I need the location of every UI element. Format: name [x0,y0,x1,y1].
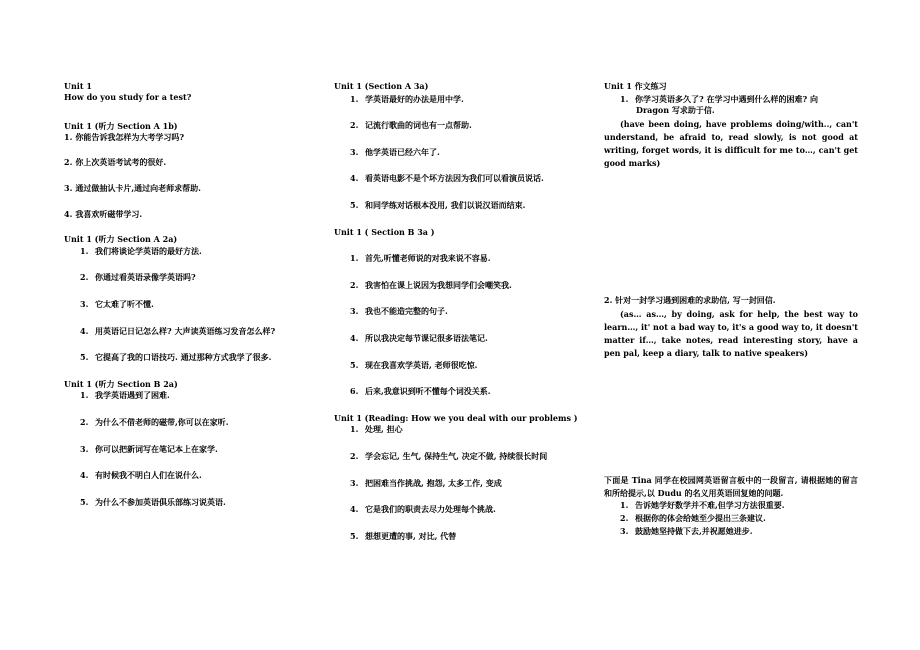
list-item: 5. 它提高了我的口语技巧. 通过那种方式我学了很多. [80,352,272,363]
section-heading: Unit 1 (Section A 3a) [334,81,429,91]
list-item: 1. 处理, 担心 [350,424,403,435]
list-item: 2. 我害怕在课上说因为我想同学们会嘲笑我. [350,279,512,290]
column-2 [334,82,596,541]
list-item: 2. 你通过看英语录像学英语吗? [80,272,196,283]
list-item: 4. 看英语电影不是个坏方法因为我们可以看演员说话. [350,173,544,184]
list-item: 1. 我学英语遇到了困难. [80,390,170,401]
unit-title: Unit 1 [64,81,92,91]
list-item: 3. 你可以把新词写在笔记本上在家学. [80,443,218,454]
list-item: 4. 有时候我不明白人们在说什么. [80,470,202,481]
list-item: 4. 它是我们的职责去尽力处理每个挑战. [350,504,496,515]
list-item: 6. 后来,我意识到听不懂每个词没关系. [350,386,491,397]
list-item: 4. 所以我决定每节课记很多语法笔记. [350,332,488,343]
list-item: 3. 通过做抽认卡片,通过向老师求帮助. [64,182,201,193]
list-item: 1. 你能告诉我怎样为大考学习吗? [64,131,185,142]
list-item: 2. 学会忘记, 生气, 保持生气, 决定不做, 持续很长时间 [350,450,548,461]
list-item: 2. 为什么不借老师的磁带,你可以在家听. [80,416,229,427]
list-item: 2. 根据你的体会给她至少提出三条建议. [620,512,766,523]
list-item: 5. 和同学练对话根本没用, 我们以说汉语而结束. [350,199,526,210]
list-item: 1. 你学习英语多久了? 在学习中遇到什么样的困难? 向 [620,93,818,104]
list-item: 3. 把困难当作挑战, 抱怨, 太多工作, 变成 [350,477,502,488]
section-heading: Unit 1 (听力 Section B 2a) [64,378,178,389]
section-heading: Unit 1 ( Section B 3a ) [334,226,435,237]
hint-paragraph: (have been doing, have problems doing/with.., can't understand, be afraid to, read slowly, is not good at writing, forget words, it is difficult for me to…, can't get good marks) [604,118,858,168]
list-item: 2. 记流行歌曲的词也有一点帮助. [350,120,472,131]
hint-paragraph: (as… as…, by doing, ask for help, the best way to learn…, it' not a bad way to, it's a good way to, it doesn't matter if…, take notes, read interesting story, have a pen pal, keep a diary, talk to native speakers) [604,309,858,359]
list-item: 1. 首先,听懂老师说的对我来说不容易. [350,253,491,264]
list-item-continuation: Dragon 写求助于信. [636,105,715,116]
list-item: 4. 用英语记日记怎么样? 大声读英语练习发音怎么样? [80,325,276,336]
list-item: 5. 现在我喜欢学英语, 老师很吃惊. [350,359,478,370]
intro-paragraph: 下面是 Tina 同学在校园网英语留言板中的一段留言, 请根据她的留言和所给提示,以 Dudu 的名义用英语回复她的问题. [604,475,858,499]
list-item: 3. 它太难了听不懂. [80,298,154,309]
list-item: 5. 想想更遭的事, 对比, 代替 [350,530,457,541]
question-2: 2. 针对一封学习遇到困难的求助信, 写一封回信. [604,294,776,305]
list-item: 3. 他学英语已经六年了. [350,146,440,157]
column-3 [604,82,858,536]
list-item: 3. 我也不能造完整的句子. [350,306,448,317]
unit-question: How do you study for a test? [64,91,192,102]
list-item: 4. 我喜欢听磁带学习. [64,208,143,219]
list-item: 1. 学英语最好的办法是用中学. [350,93,464,104]
section-heading: Unit 1 (听力 Section A 2a) [64,234,178,245]
list-item: 1. 我们将谈论学英语的最好方法. [80,245,202,256]
section-heading: Unit 1 作文练习 [604,81,667,91]
list-item: 1. 告诉她学好数学并不难,但学习方法很重要. [620,500,785,511]
column-1 [64,82,314,507]
section-heading: Unit 1 (听力 Section A 1b) [64,121,178,132]
list-item: 5. 为什么不参加英语俱乐部练习说英语. [80,496,226,507]
list-item: 3. 鼓励她坚持做下去,并祝愿她进步. [620,525,753,536]
section-heading: Unit 1 (Reading: How we you deal with our problems ) [334,412,578,423]
list-item: 2. 你上次英语考试考的很好. [64,157,167,168]
